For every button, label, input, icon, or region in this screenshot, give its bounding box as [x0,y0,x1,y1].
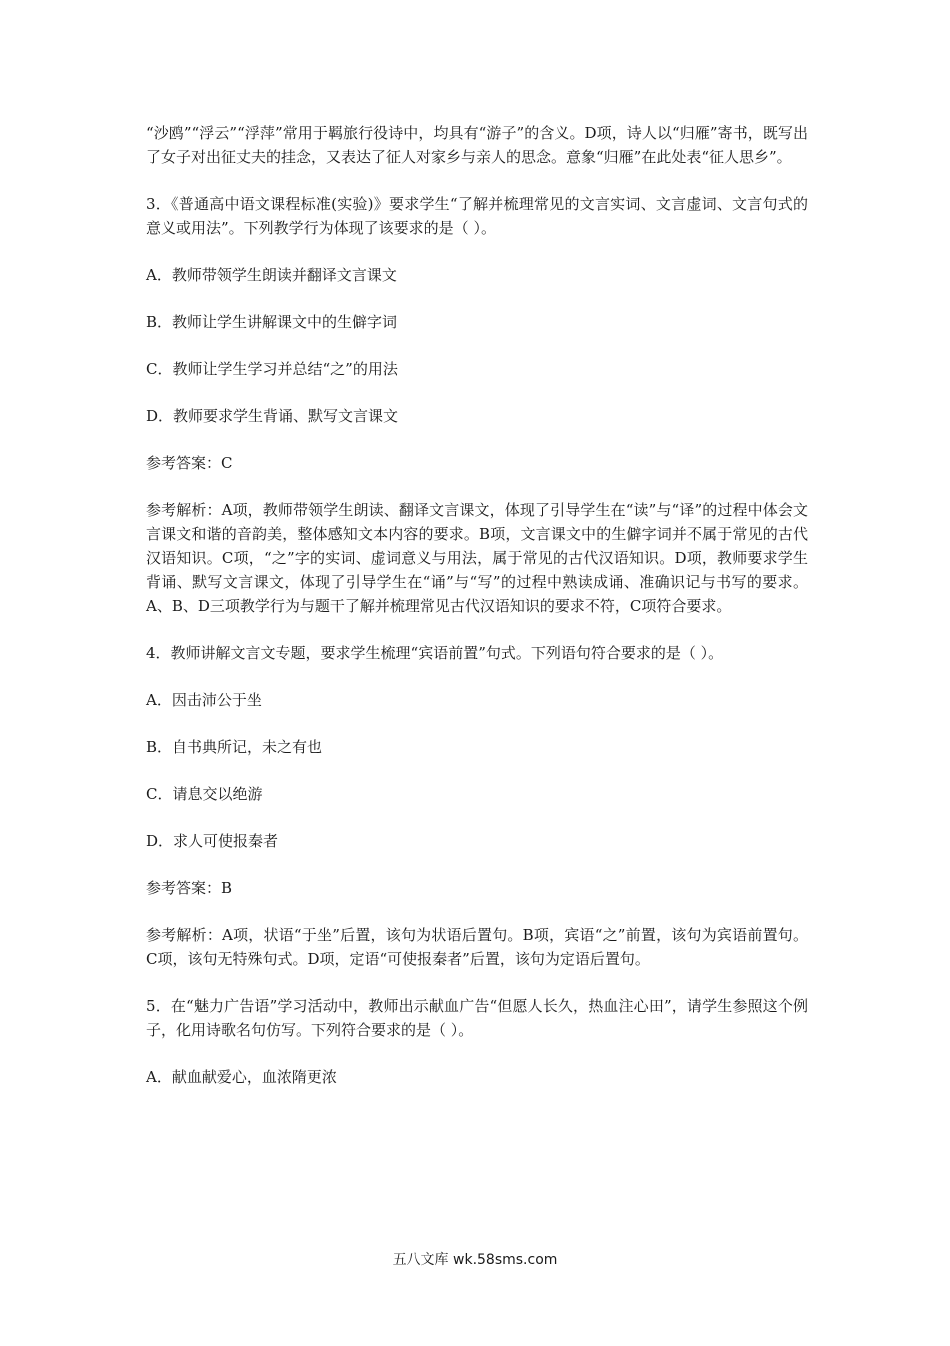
question-4-stem: 4．教师讲解文言文专题，要求学生梳理“宾语前置”句式。下列语句符合要求的是（ ）。 [146,644,724,662]
question-4-option-c: C．请息交以绝游 [146,785,263,803]
question-3-option-a: A．教师带领学生朗读并翻译文言课文 [146,266,397,284]
question-3-stem: 3．《普通高中语文课程标准(实验)》要求学生“了解并梳理常见的文言实词、文言虚词、文言句式的意义或用法”。下列教学行为体现了该要求的是（ ）。 [146,195,808,237]
intro-paragraph: “沙鸥”“浮云”“浮萍”常用于羁旅行役诗中，均具有“游子”的含义。D项，诗人以“归雁”寄书，既写出了女子对出征丈夫的挂念，又表达了征人对家乡与亲人的思念。意象“归雁”在此处表“征人思乡”。 [146,124,808,166]
question-3-option-b: B．教师让学生讲解课文中的生僻字词 [146,313,398,331]
question-3-option-c: C．教师让学生学习并总结“之”的用法 [146,360,398,378]
document-body [146,121,808,1112]
question-3-analysis: 参考解析：A项，教师带领学生朗读、翻译文言课文，体现了引导学生在“读”与“译”的过程中体会文言课文和谐的音韵美，整体感知文本内容的要求。B项，文言课文中的生僻字词并不属于常见的古代汉语知识。C项，“之”字的实词、虚词意义与用法，属于常见的古代汉语知识。D项，教师要求学生背诵、默写文言课文，体现了引导学生在“诵”与“写”的过程中熟读成诵、准确识记与书写的要求。A、B、D三项教学行为与题干了解并梳理常见古代汉语知识的要求不符，C项符合要求。 [146,501,808,615]
question-4-answer: 参考答案：B [146,879,233,897]
page-footer: 五八文库 wk.58sms.com [392,1252,558,1268]
question-3-option-d: D．教师要求学生背诵、默写文言课文 [146,407,399,425]
question-4-option-b: B．自书典所记，未之有也 [146,738,323,756]
question-4-analysis: 参考解析：A项，状语“于坐”后置，该句为状语后置句。B项，宾语“之”前置，该句为宾语前置句。C项，该句无特殊句式。D项，定语“可使报秦者”后置，该句为定语后置句。 [146,926,808,968]
question-5-option-a: A．献血献爱心，血浓隋更浓 [146,1068,337,1086]
question-5-stem: 5．在“魅力广告语”学习活动中，教师出示献血广告“但愿人长久，热血注心田”，请学生参照这个例子，化用诗歌名句仿写。下列符合要求的是（ ）。 [146,997,808,1039]
question-4-option-a: A．因击沛公于坐 [146,691,262,709]
question-3-answer: 参考答案：C [146,454,233,472]
question-4-option-d: D．求人可使报秦者 [146,832,279,850]
